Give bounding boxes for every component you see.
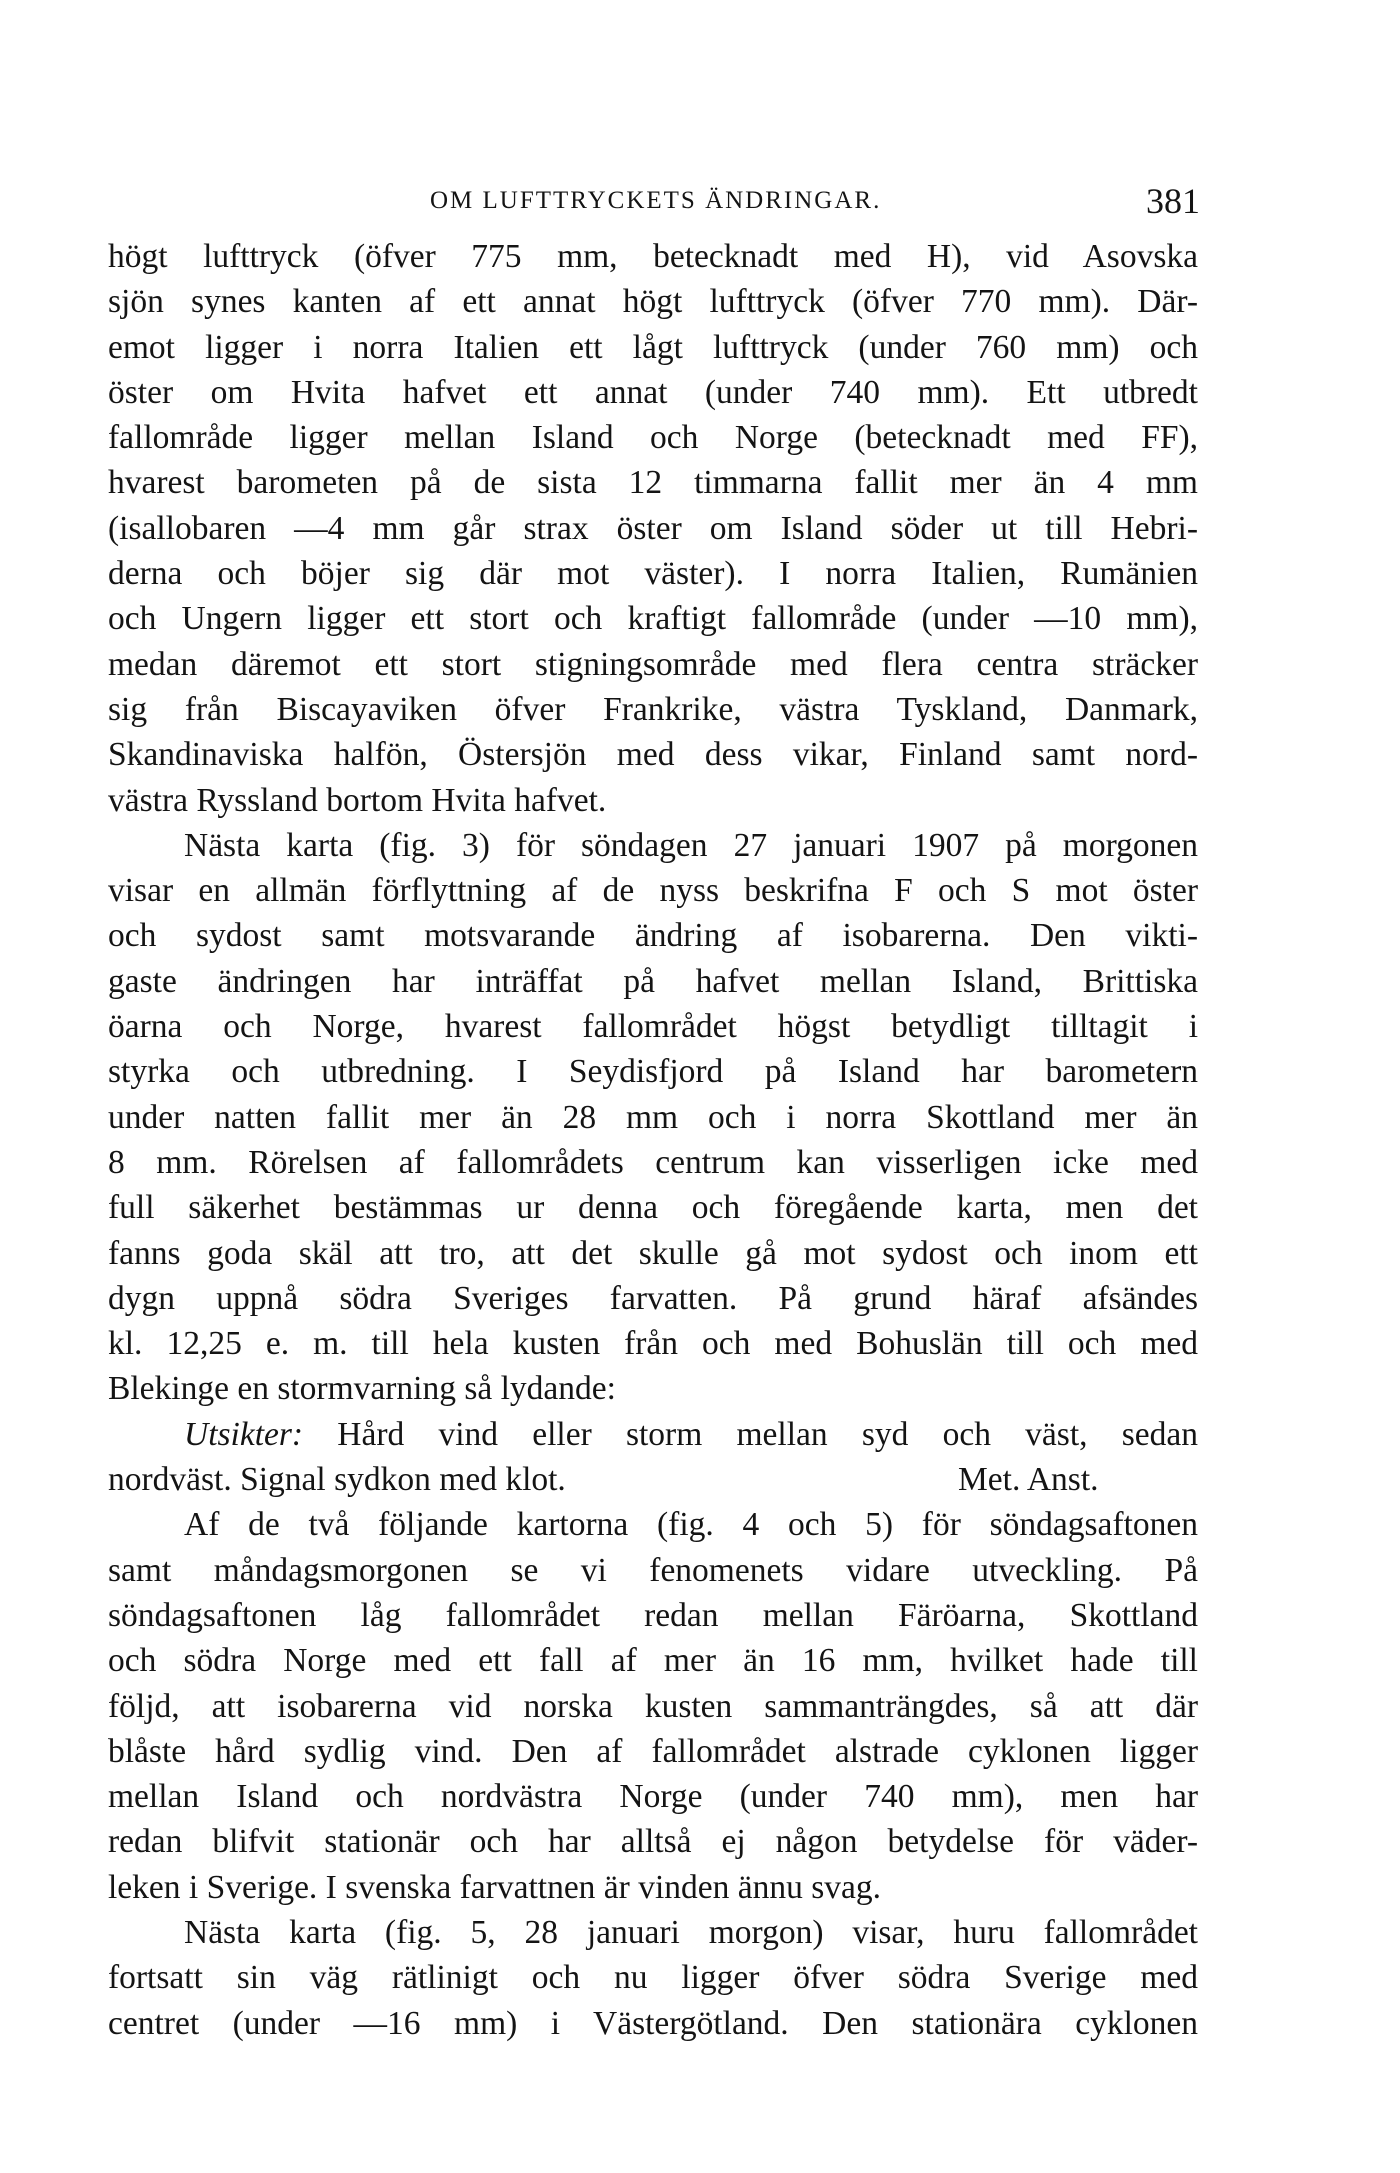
text-line: mellan Island och nordvästra Norge (under 740 mm), men har (108, 1778, 1198, 1816)
text-line: full säkerhet bestämmas ur denna och föregående karta, men det (108, 1189, 1198, 1227)
text-line: centret (under —16 mm) i Västergötland. Den stationära cyklonen (108, 2004, 1198, 2042)
text-line: medan däremot ett stort stigningsområde med flera centra sträcker (108, 645, 1198, 683)
text-line: hvarest barometen på de sista 12 timmarna fallit mer än 4 mm (108, 464, 1198, 502)
paragraph-start-line: Af de två följande kartorna (fig. 4 och 5) för söndagsaftonen (184, 1506, 1198, 1544)
text-line: dygn uppnå södra Sveriges farvatten. På grund häraf afsändes (108, 1279, 1198, 1317)
text-line: följd, att isobarerna vid norska kusten sammanträngdes, så att där (108, 1687, 1198, 1725)
storm-warning-end-line (108, 1457, 1198, 1502)
storm-warning-line (108, 1412, 1198, 1457)
text-line: (isallobaren —4 mm går strax öster om Island söder ut till Hebri- (108, 509, 1198, 547)
text-line: redan blifvit stationär och har alltså ej någon betydelse för väder- (108, 1823, 1198, 1861)
outlook-label: Utsikter: (184, 1415, 304, 1453)
text-line: söndagsaftonen låg fallområdet redan mellan Färöarna, Skottland (108, 1596, 1198, 1634)
text-line: och södra Norge med ett fall af mer än 16 mm, hvilket hade till (108, 1642, 1198, 1680)
text-line: fanns goda skäl att tro, att det skulle gå mot sydost och inom ett (108, 1234, 1198, 1272)
paragraph-end-line: Blekinge en stormvarning så lydande: (108, 1370, 616, 1408)
page-number: 381 (1146, 181, 1200, 221)
text-line: emot ligger i norra Italien ett lågt lufttryck (under 760 mm) och (108, 328, 1198, 366)
text-line: sjön synes kanten af ett annat högt lufttryck (öfver 770 mm). Där- (108, 283, 1198, 321)
text-line: högt lufttryck (öfver 775 mm, betecknadt med H), vid Asovska (108, 238, 1198, 275)
text-line: visar en allmän förflyttning af de nyss beskrifna F och S mot öster (108, 872, 1198, 910)
text-line: 8 mm. Rörelsen af fallområdets centrum kan visserligen icke med (108, 1143, 1198, 1181)
running-title: OM LUFTTRYCKETS ÄNDRINGAR. (430, 187, 882, 214)
text-line: styrka och utbredning. I Seydisfjord på Island har barometern (108, 1053, 1198, 1091)
text-line: och sydost samt motsvarande ändring af isobarerna. Den vikti- (108, 917, 1198, 955)
text-line: blåste hård sydlig vind. Den af fallområdet alstrade cyklonen ligger (108, 1732, 1198, 1770)
text-line: kl. 12,25 e. m. till hela kusten från och med Bohuslän till och med (108, 1325, 1198, 1363)
text-line: och Ungern ligger ett stort och kraftigt fallområde (under —10 mm), (108, 600, 1198, 638)
warning-continuation: nordväst. Signal sydkon med klot. (108, 1461, 566, 1499)
text-line: öster om Hvita hafvet ett annat (under 740 mm). Ett utbredt (108, 373, 1198, 411)
running-head (0, 178, 1400, 224)
text-line: samt måndagsmorgonen se vi fenomenets vidare utveckling. På (108, 1551, 1198, 1589)
text-line: fallområde ligger mellan Island och Norge (betecknadt med FF), (108, 419, 1198, 457)
outlook-text: Hård vind eller storm mellan syd och väst, sedan (303, 1415, 1198, 1453)
body-text (108, 234, 1198, 2046)
text-line: under natten fallit mer än 28 mm och i norra Skottland mer än (108, 1098, 1198, 1136)
paragraph-start-line: Nästa karta (fig. 5, 28 januari morgon) visar, huru fallområdet (184, 1913, 1198, 1951)
text-line: sig från Biscayaviken öfver Frankrike, västra Tyskland, Danmark, (108, 690, 1198, 728)
paragraph-start-line: Nästa karta (fig. 3) för söndagen 27 januari 1907 på morgonen (184, 826, 1198, 864)
text-line: Skandinaviska halfön, Östersjön med dess vikar, Finland samt nord- (108, 736, 1198, 774)
text-line: gaste ändringen har inträffat på hafvet mellan Island, Brittiska (108, 962, 1198, 1000)
paragraph-end-line: leken i Sverige. I svenska farvattnen är vinden ännu svag. (108, 1868, 882, 1906)
paragraph-end-line: västra Ryssland bortom Hvita hafvet. (108, 781, 607, 819)
warning-signature: Met. Anst. (958, 1461, 1099, 1499)
text-line: fortsatt sin väg rätlinigt och nu ligger öfver södra Sverige med (108, 1959, 1198, 1997)
text-line: öarna och Norge, hvarest fallområdet högst betydligt tilltagit i (108, 1008, 1198, 1046)
text-line: derna och böjer sig där mot väster). I norra Italien, Rumänien (108, 555, 1198, 593)
